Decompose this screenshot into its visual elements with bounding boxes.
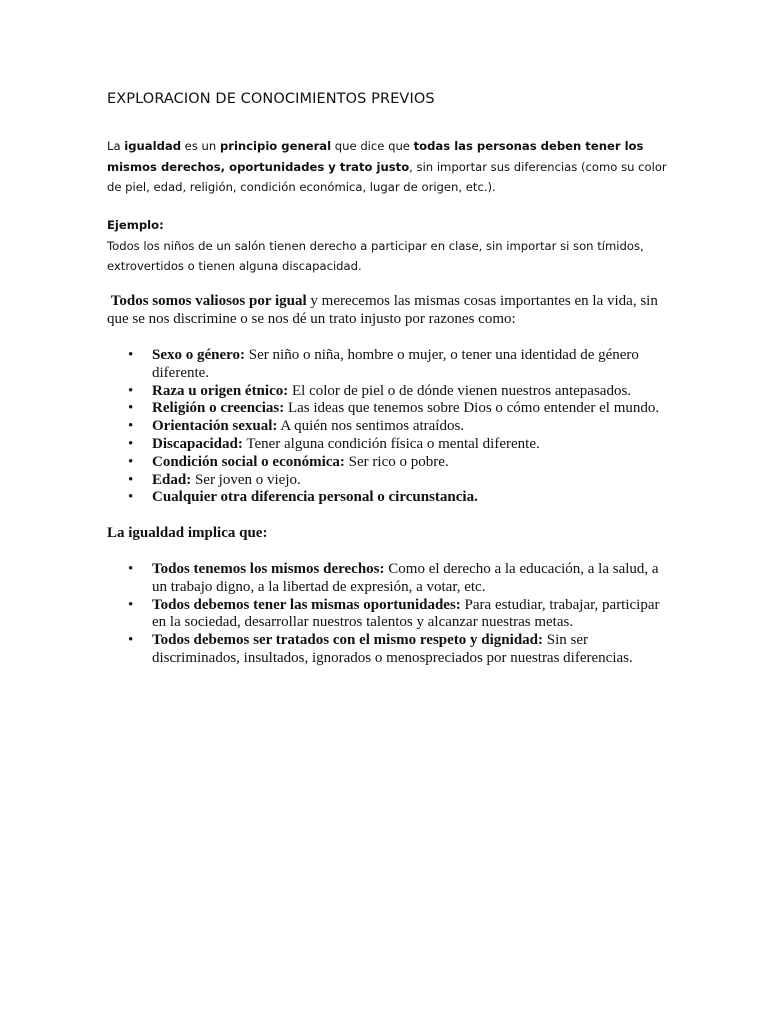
reasons-list-container: [107, 347, 672, 507]
reason-title: Discapacidad:: [152, 435, 243, 452]
definition-bold-3: todas las personas deben tener los mismos derechos, oportunidades y trato justo: [107, 139, 644, 174]
definition-paragraph: [107, 136, 667, 198]
bullet-icon: •: [128, 471, 134, 488]
definition-text-2: es un: [181, 139, 220, 153]
definition-text-1: La: [107, 139, 125, 153]
reason-text: El color de piel o de dónde vienen nuestros antepasados.: [288, 382, 632, 399]
bullet-icon: •: [128, 561, 134, 577]
implications-list-container: [107, 561, 672, 668]
implication-text: Como el derecho a la educación, a la salud, a un trabajo digno, a la libertad de expresión, a votar, etc.: [152, 561, 659, 595]
definition-text-4: , sin importar sus diferencias (como su color de piel, edad, religión, condición económica, lugar de origen, etc.).: [107, 159, 667, 194]
list-item: [107, 632, 672, 668]
definition-bold-2: principio general: [219, 139, 332, 153]
reason-title: Sexo o género:: [152, 347, 246, 363]
reason-text: Ser rico o pobre.: [344, 453, 449, 470]
intro-paragraph: [107, 293, 672, 329]
bullet-icon: •: [128, 596, 134, 613]
reasons-list: [107, 347, 672, 507]
definition-bold-1: igualdad: [124, 139, 181, 153]
reason-text: Ser joven o viejo.: [191, 471, 301, 488]
bullet-icon: •: [128, 400, 134, 417]
list-item: [107, 347, 672, 383]
example-text: Todos los niños de un salón tienen derecho a participar en clase, sin importar si son tímidos, extrovertidos o tienen alguna discapacidad.: [107, 238, 644, 273]
implication-text: Para estudiar, trabajar, participar en la sociedad, desarrollar nuestros talentos y alcanzar nuestras metas.: [152, 596, 660, 631]
bullet-icon: •: [128, 489, 134, 506]
reason-text: Ser niño o niña, hombre o mujer, o tener una identidad de género diferente.: [152, 347, 639, 381]
list-item: [107, 400, 672, 418]
reason-title: Edad:: [152, 471, 192, 488]
list-item: [107, 418, 672, 436]
implication-text: Sin ser discriminados, insultados, ignorados o menospreciados por nuestras diferencias.: [152, 632, 633, 666]
reason-title: Religión o creencias:: [152, 400, 285, 417]
example-label: Ejemplo:: [107, 218, 164, 232]
list-item: [107, 472, 672, 490]
reason-title: Cualquier otra diferencia personal o circunstancia.: [152, 489, 478, 506]
intro-text: y merecemos las mismas cosas importantes en la vida, sin que se nos discrimine o se nos dé un trato injusto por razones como:: [107, 293, 658, 327]
bullet-icon: •: [128, 435, 134, 452]
bullet-icon: •: [128, 347, 134, 363]
implications-heading: La igualdad implica que:: [107, 525, 268, 541]
list-item: [107, 454, 672, 472]
implications-list: [107, 561, 672, 668]
implication-title: Todos debemos tener las mismas oportunidades:: [152, 596, 461, 613]
example-paragraph: [107, 215, 667, 277]
reason-text: Tener alguna condición física o mental diferente.: [242, 435, 540, 452]
list-item: [107, 597, 672, 633]
implication-title: Todos debemos ser tratados con el mismo respeto y dignidad:: [152, 632, 543, 649]
bullet-icon: •: [128, 632, 134, 649]
document-title: EXPLORACION DE CONOCIMIENTOS PREVIOS: [107, 91, 435, 107]
list-item: [107, 383, 672, 401]
list-item: [107, 561, 672, 597]
list-item: [107, 436, 672, 454]
bullet-icon: •: [128, 418, 134, 435]
reason-text: Las ideas que tenemos sobre Dios o cómo entender el mundo.: [284, 400, 660, 417]
reason-title: Orientación sexual:: [152, 418, 278, 435]
reason-title: Condición social o económica:: [152, 453, 345, 470]
definition-text-3: que dice que: [331, 139, 414, 153]
bullet-icon: •: [128, 382, 134, 399]
intro-bold: Todos somos valiosos por igual: [110, 293, 307, 309]
reason-text: A quién nos sentimos atraídos.: [277, 418, 465, 435]
implication-title: Todos tenemos los mismos derechos:: [152, 561, 385, 577]
list-item: [107, 489, 672, 507]
bullet-icon: •: [128, 453, 134, 470]
reason-title: Raza u origen étnico:: [152, 382, 289, 399]
